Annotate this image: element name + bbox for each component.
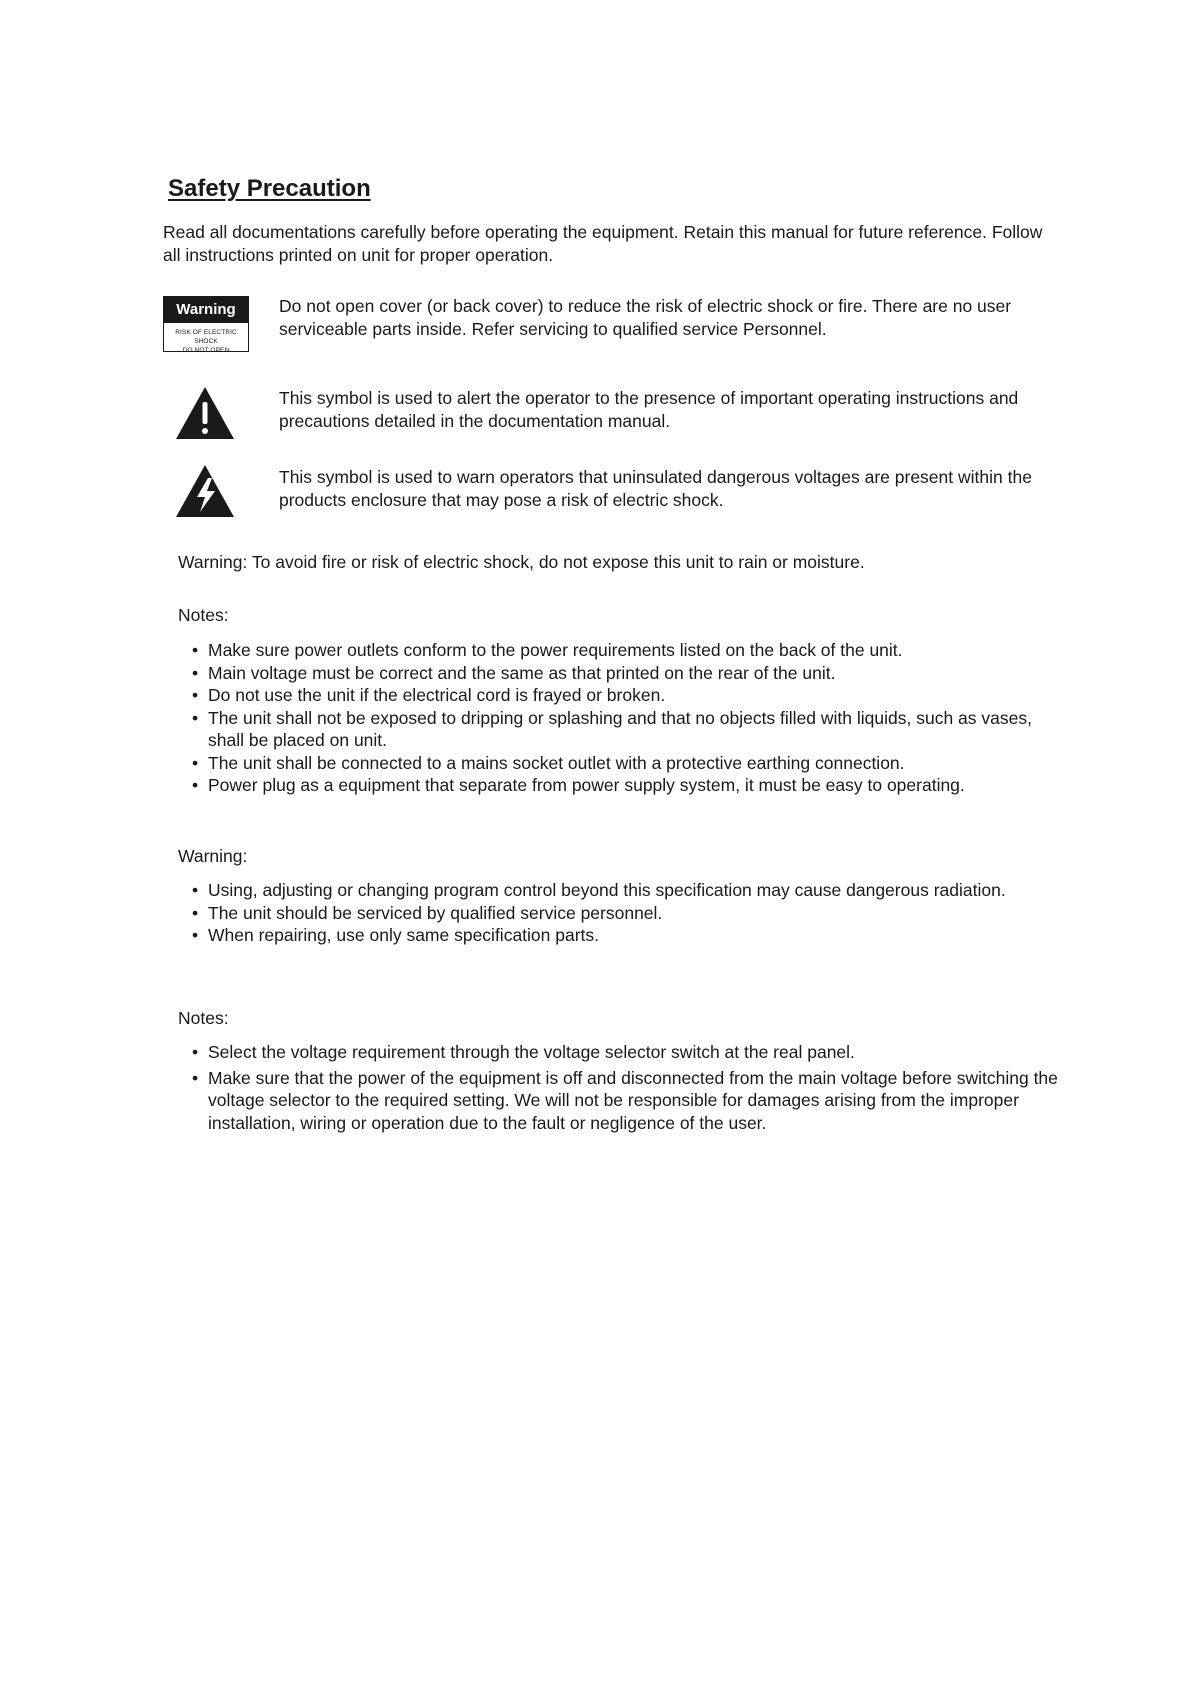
list-item: • Select the voltage requirement through the voltage selector switch at the real panel. — [192, 1042, 855, 1062]
list-item: • Using, adjusting or changing program control beyond this specification may cause dangerous radiation. — [192, 880, 1006, 900]
list-item: • The unit shall be connected to a mains socket outlet with a protective earthing connection. — [192, 752, 905, 773]
bullet-icon: • — [192, 775, 199, 795]
warning-label-icon — [163, 296, 249, 352]
bullet-icon: • — [192, 752, 199, 773]
notes-list — [190, 639, 1060, 797]
warning-label-line: RISK OF ELECTRIC SHOCK — [175, 329, 237, 345]
list-item: • Make sure power outlets conform to the power requirements listed on the back of the unit. — [192, 640, 903, 660]
notes-heading: Notes: — [178, 605, 229, 625]
list-item: • Do not use the unit if the electrical cord is frayed or broken. — [192, 685, 666, 705]
list-item: • Make sure that the power of the equipment is off and disconnected from the main voltage before switching the voltage selector to the required setting. We will not be responsible for damages arising from the improper installation, wiring or operation due to the fault or negligence of the user. — [192, 1067, 1058, 1133]
symbol-description: Do not open cover (or back cover) to reduce the risk of electric shock or fire. There are no user serviceable parts inside. Refer servicing to qualified service Personnel. — [279, 296, 1012, 339]
symbol-description: This symbol is used to warn operators that uninsulated dangerous voltages are present within the products enclosure that may pose a risk of electric shock. — [279, 467, 1032, 510]
bullet-icon: • — [192, 685, 199, 705]
bullet-icon: • — [192, 1067, 199, 1088]
warning-statement: Warning: To avoid fire or risk of electric shock, do not expose this unit to rain or moisture. — [178, 552, 865, 572]
bullet-icon: • — [192, 925, 199, 945]
list-item: • The unit shall not be exposed to dripping or splashing and that no objects filled with liquids, such as vases, shall be placed on unit. — [192, 707, 1032, 750]
lightning-triangle-icon — [175, 464, 235, 518]
intro-paragraph: Read all documentations carefully before operating the equipment. Retain this manual for future reference. Follow all instructions printed on unit for proper operation. — [163, 222, 1043, 265]
list-item: • The unit should be serviced by qualified service personnel. — [192, 902, 663, 923]
list-item: • Power plug as a equipment that separate from power supply system, it must be easy to operating. — [192, 775, 965, 795]
list-item: • When repairing, use only same specification parts. — [192, 925, 600, 945]
symbol-description: This symbol is used to alert the operator to the presence of important operating instructions and precautions detailed in the documentation manual. — [279, 388, 1019, 431]
warning-heading: Warning: — [178, 846, 248, 866]
bullet-icon: • — [192, 880, 199, 900]
bullet-icon: • — [192, 640, 199, 660]
notes-list — [190, 1041, 1060, 1134]
warning-label-title: Warning — [164, 297, 248, 323]
bullet-icon: • — [192, 902, 199, 923]
list-item: • Main voltage must be correct and the same as that printed on the rear of the unit. — [192, 662, 836, 683]
bullet-icon: • — [192, 1042, 199, 1062]
warning-list — [190, 879, 1060, 947]
notes-heading: Notes: — [178, 1008, 229, 1028]
bullet-icon: • — [192, 707, 199, 728]
bullet-icon: • — [192, 662, 199, 683]
exclamation-triangle-icon — [175, 386, 235, 440]
warning-label-line: DO NOT OPEN — [182, 347, 230, 354]
page-title: Safety Precaution — [168, 175, 371, 202]
